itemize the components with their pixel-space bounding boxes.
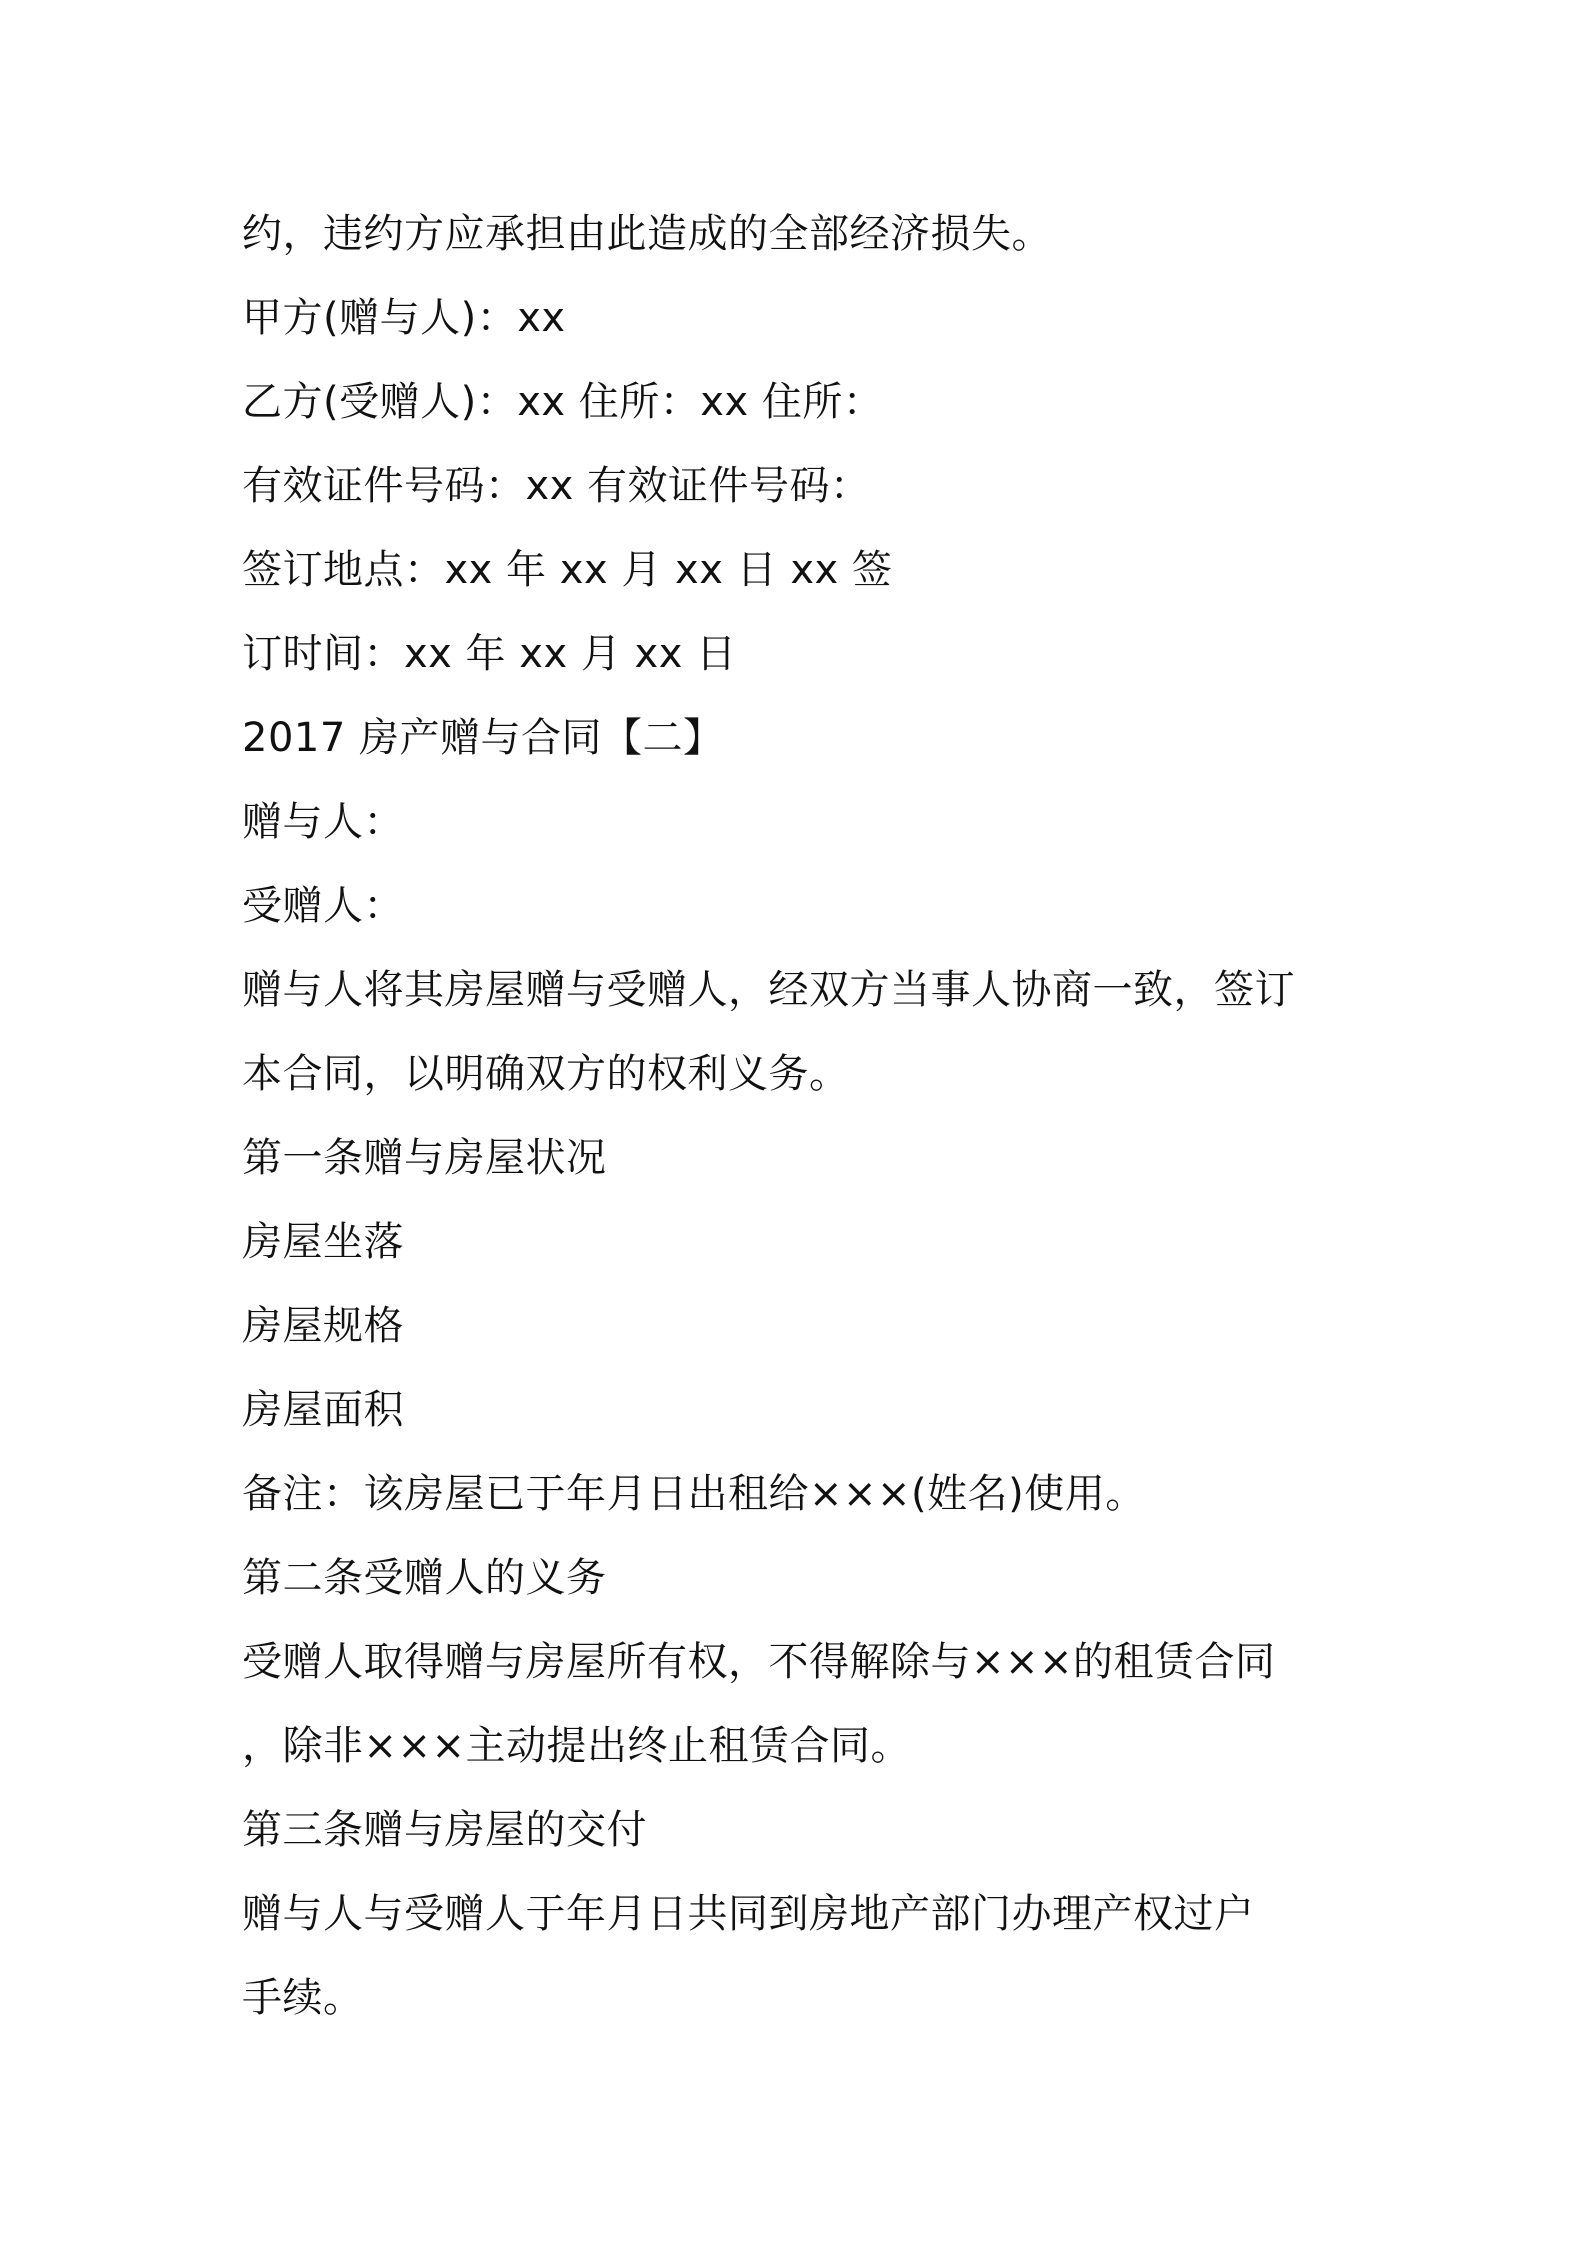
property-spec-line: 房屋规格 [242, 1303, 404, 1349]
party-b-line: 乙方(受赠人)：xx 住所：xx 住所： [242, 379, 884, 425]
id-number-line: 有效证件号码：xx 有效证件号码： [242, 463, 871, 509]
article-heading: 第三条赠与房屋的交付 [242, 1807, 647, 1853]
property-area-line: 房屋面积 [242, 1387, 404, 1433]
paragraph-line: 手续。 [242, 1975, 364, 2021]
property-location-line: 房屋坐落 [242, 1219, 404, 1265]
paragraph-line: 赠与人与受赠人于年月日共同到房地产部门办理产权过户 [242, 1891, 1255, 1937]
paragraph-line: 受赠人取得赠与房屋所有权，不得解除与×××的租赁合同 [242, 1639, 1276, 1685]
donee-line: 受赠人： [242, 883, 404, 929]
paragraph-line: 赠与人将其房屋赠与受赠人，经双方当事人协商一致，签订 [242, 967, 1295, 1013]
party-a-line: 甲方(赠与人)：xx [242, 295, 566, 341]
text-line: 约，违约方应承担由此造成的全部经济损失。 [242, 211, 1052, 257]
paragraph-line: 本合同，以明确双方的权利义务。 [242, 1051, 850, 1097]
signing-place-line: 签订地点：xx 年 xx 月 xx 日 xx 签 [242, 547, 893, 593]
paragraph-line: ，除非×××主动提出终止租赁合同。 [242, 1723, 912, 1769]
donor-line: 赠与人： [242, 799, 404, 845]
article-heading: 第一条赠与房屋状况 [242, 1135, 607, 1181]
remark-line: 备注：该房屋已于年月日出租给×××(姓名)使用。 [242, 1471, 1146, 1517]
article-heading: 第二条受赠人的义务 [242, 1555, 607, 1601]
document-body [242, 192, 1362, 2040]
section-title: 2017 房产赠与合同【二】 [242, 715, 724, 761]
signing-time-line: 订时间：xx 年 xx 月 xx 日 [242, 631, 737, 677]
